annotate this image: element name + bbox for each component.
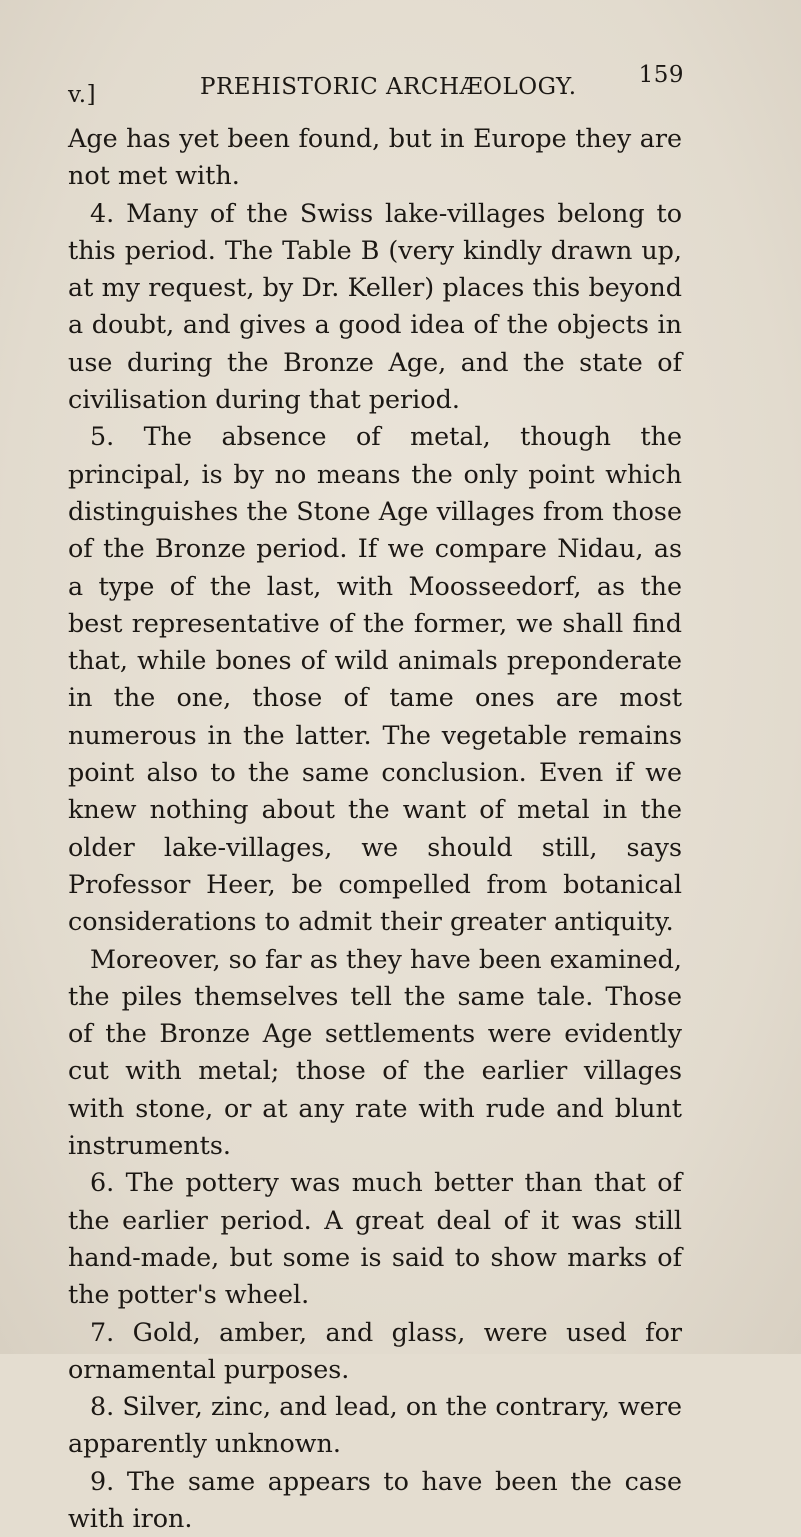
body-text	[68, 120, 682, 1537]
paragraph-item-5: 5. The absence of metal, though the principal, is by no means the only point which distinguishes the Stone Age villages from those of the Bronze period. If we compare Nidau, as a type of the last, with Moosseedorf, as the best representative of the former, we shall find that, while bones of wild animals preponderate in the one, those of tame ones are most numerous in the latter. The vegetable remains point also to the same conclusion. Even if we knew nothing about the want of metal in the older lake-villages, we should still, says Professor Heer, be compelled from botanical considerations to admit their greater antiquity.	[68, 421, 682, 937]
running-header	[68, 62, 684, 122]
paragraph-item-7: 7. Gold, amber, and glass, were used for ornamental purposes.	[68, 1316, 682, 1384]
paragraph-item-8: 8. Silver, zinc, and lead, on the contrary, were apparently unknown.	[68, 1391, 682, 1459]
chapter-marker: v.]	[68, 82, 97, 108]
page-number: 159	[638, 62, 684, 88]
paragraph-item-9: 9. The same appears to have been the case with iron.	[68, 1465, 682, 1533]
paragraph-moreover: Moreover, so far as they have been examined, the piles themselves tell the same tale. Those of the Bronze Age settlements were evidently cut with metal; those of the earlier villages with stone, or at any rate with rude and blunt instruments.	[68, 943, 683, 1161]
running-title: PREHISTORIC ARCHÆOLOGY.	[200, 74, 577, 100]
paragraph-item-6: 6. The pottery was much better than that of the earlier period. A great deal of it was still hand-made, but some is said to show marks of the potter's wheel.	[68, 1167, 682, 1310]
paragraph-continuation: Age has yet been found, but in Europe they are not met with.	[68, 123, 682, 191]
paragraph-item-4: 4. Many of the Swiss lake-villages belong to this period. The Table B (very kindly drawn up, at my request, by Dr. Keller) places this beyond a doubt, and gives a good idea of the objects in use during the Bronze Age, and the state of civilisation during that period.	[68, 197, 682, 415]
